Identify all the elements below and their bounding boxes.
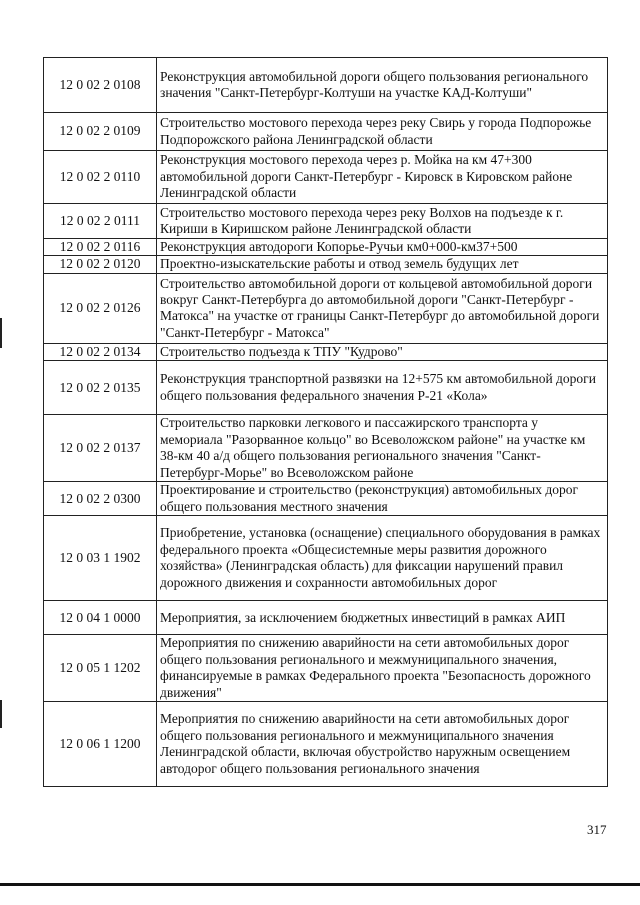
row-description: Реконструкция мостового перехода через р. Мойка на км 47+300 автомобильной дороги Санкт-Петербург - Кировск в Кировском районе Ленинградской области [157, 151, 608, 204]
table-row [44, 256, 608, 273]
table-row [44, 343, 608, 360]
row-description: Проектирование и строительство (реконструкция) автомобильных дорог общего пользования местного значения [157, 482, 608, 516]
row-code: 12 0 02 2 0137 [44, 415, 157, 482]
table-row [44, 601, 608, 635]
table-row [44, 204, 608, 239]
row-code: 12 0 05 1 1202 [44, 635, 157, 702]
row-code: 12 0 02 2 0135 [44, 361, 157, 415]
row-description: Строительство парковки легкового и пассажирского транспорта у мемориала "Разорванное кольцо" во Всеволожском районе" на участке км 38-км 40 а/д общего пользования регионального значения "Санкт-Петербург-Морье" во Всеволожском районе [157, 415, 608, 482]
row-code: 12 0 06 1 1200 [44, 702, 157, 787]
row-description: Строительство подъезда к ТПУ "Кудрово" [157, 343, 608, 360]
row-code: 12 0 02 2 0108 [44, 58, 157, 113]
row-code: 12 0 02 2 0109 [44, 113, 157, 151]
row-description: Мероприятия по снижению аварийности на сети автомобильных дорог общего пользования регионального и межмуниципального значения Ленинградской области, включая обустройство наружным освещением автодорог общего пользования регионального значения [157, 702, 608, 787]
table-row [44, 361, 608, 415]
table-row [44, 58, 608, 113]
row-code: 12 0 02 2 0134 [44, 343, 157, 360]
table-body [44, 58, 608, 787]
table-row [44, 239, 608, 256]
row-description: Строительство мостового перехода через реку Свирь у города Подпорожье Подпорожского района Ленинградской области [157, 113, 608, 151]
table-row [44, 702, 608, 787]
scan-edge-mark [0, 700, 2, 728]
row-description: Приобретение, установка (оснащение) специального оборудования в рамках федерального проекта «Общесистемные меры развития дорожного хозяйства» (Ленинградская область) для фиксации нарушений правил дорожного движения и сохранности автомобильных дорог [157, 516, 608, 601]
row-description: Реконструкция транспортной развязки на 12+575 км автомобильной дороги общего пользования федерального значения Р-21 «Кола» [157, 361, 608, 415]
row-description: Реконструкция автомобильной дороги общего пользования регионального значения "Санкт-Петербург-Колтуши на участке КАД-Колтуши" [157, 58, 608, 113]
row-code: 12 0 02 2 0120 [44, 256, 157, 273]
row-description: Мероприятия по снижению аварийности на сети автомобильных дорог общего пользования регионального и межмуниципального значения, финансируемые в рамках Федерального проекта "Безопасность дорожного движения" [157, 635, 608, 702]
row-code: 12 0 04 1 0000 [44, 601, 157, 635]
row-code: 12 0 02 2 0111 [44, 204, 157, 239]
budget-items-table [43, 57, 608, 787]
row-description: Мероприятия, за исключением бюджетных инвестиций в рамках АИП [157, 601, 608, 635]
table-row [44, 482, 608, 516]
table-row [44, 516, 608, 601]
page-number: 317 [587, 822, 607, 837]
scan-bottom-border [0, 883, 640, 886]
table-row [44, 273, 608, 343]
table-row [44, 415, 608, 482]
row-description: Строительство мостового перехода через реку Волхов на подъезде к г. Кириши в Киришском районе Ленинградской области [157, 204, 608, 239]
row-code: 12 0 02 2 0116 [44, 239, 157, 256]
row-description: Реконструкция автодороги Копорье-Ручьи км0+000-км37+500 [157, 239, 608, 256]
row-code: 12 0 02 2 0110 [44, 151, 157, 204]
table-row [44, 151, 608, 204]
row-code: 12 0 02 2 0300 [44, 482, 157, 516]
row-description: Строительство автомобильной дороги от кольцевой автомобильной дороги вокруг Санкт-Петербурга до автомобильной дороги "Санкт-Петербург - Матокса" на участке от границы Санкт-Петербург до автомобильной дороги "Санкт-Петербург - Матокса" [157, 273, 608, 343]
row-code: 12 0 02 2 0126 [44, 273, 157, 343]
scan-edge-mark [0, 318, 2, 348]
row-description: Проектно-изыскательские работы и отвод земель будущих лет [157, 256, 608, 273]
table-row [44, 113, 608, 151]
row-code: 12 0 03 1 1902 [44, 516, 157, 601]
table-row [44, 635, 608, 702]
